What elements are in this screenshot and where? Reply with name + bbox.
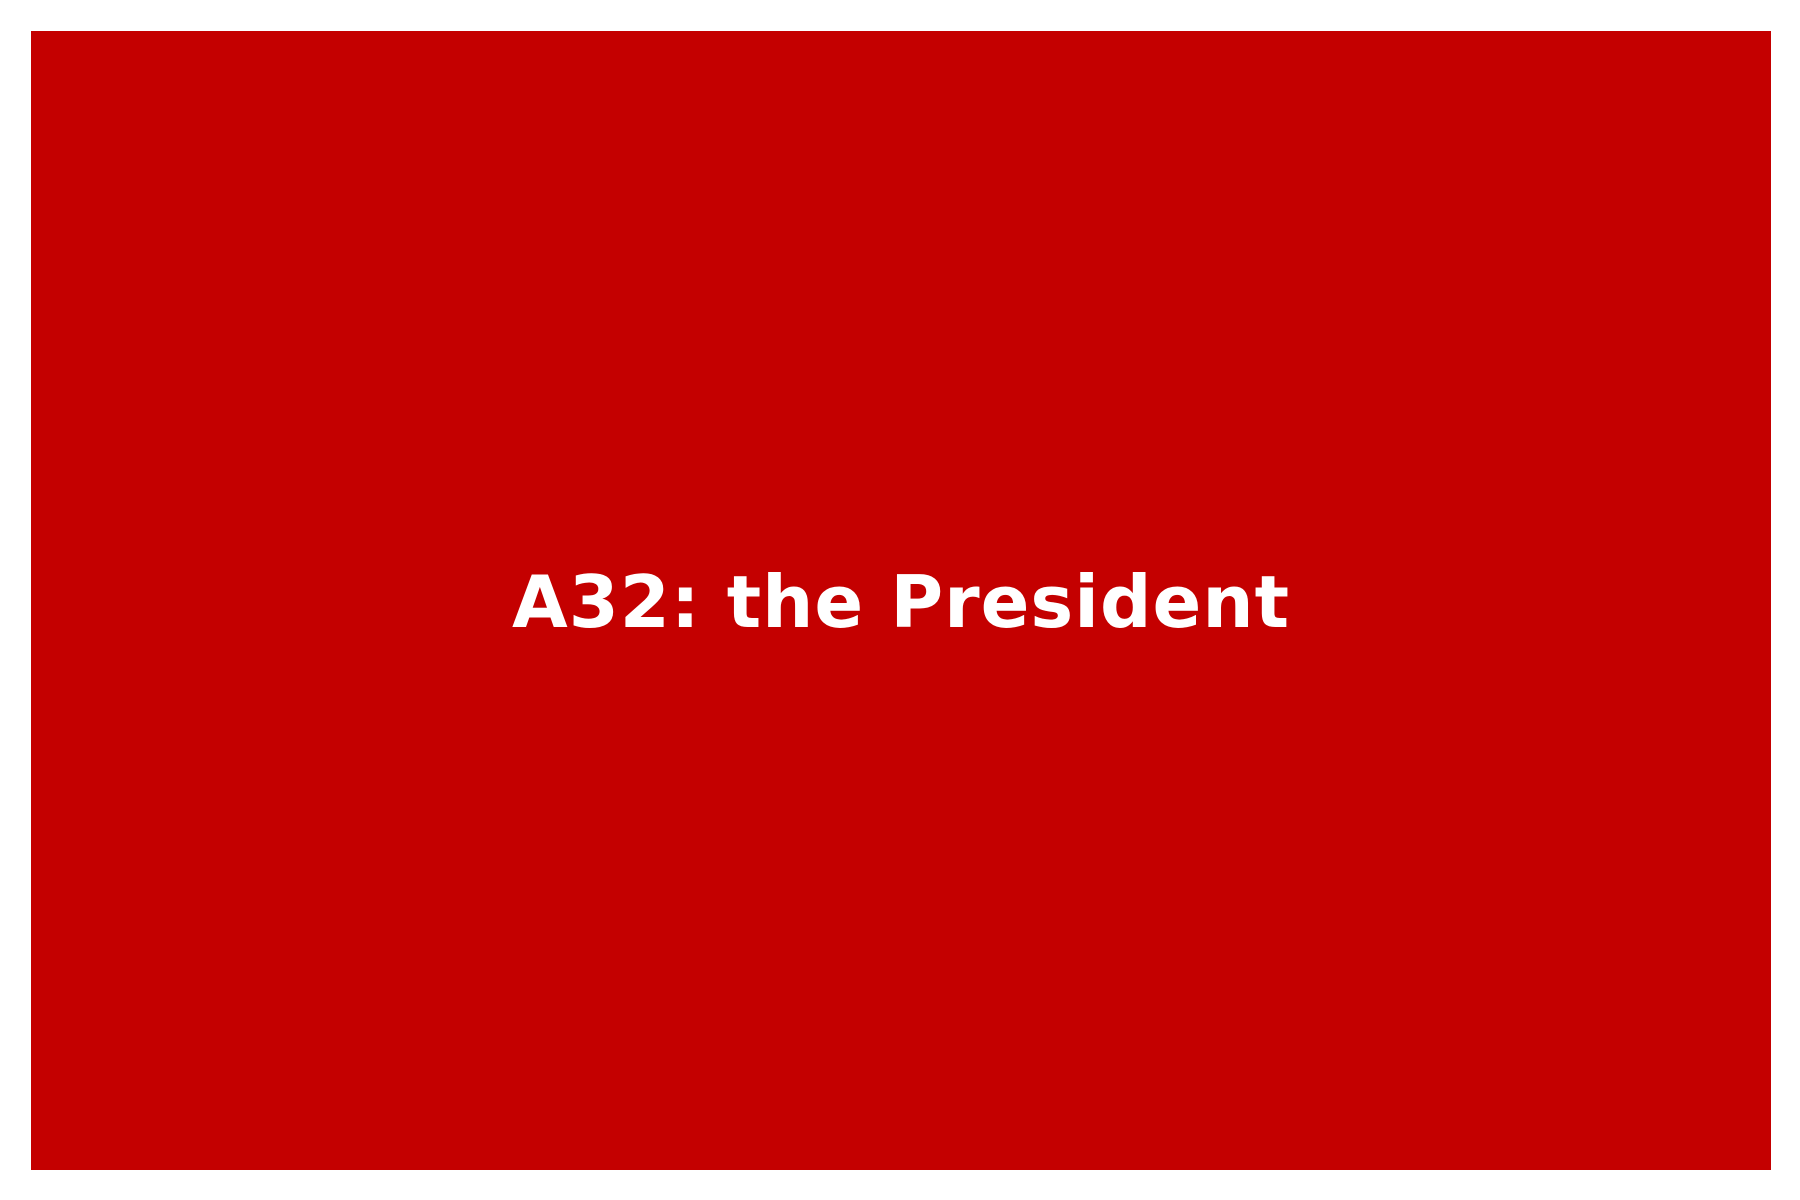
title-card <box>31 31 1771 1170</box>
title-text: A32: the President <box>511 559 1291 644</box>
